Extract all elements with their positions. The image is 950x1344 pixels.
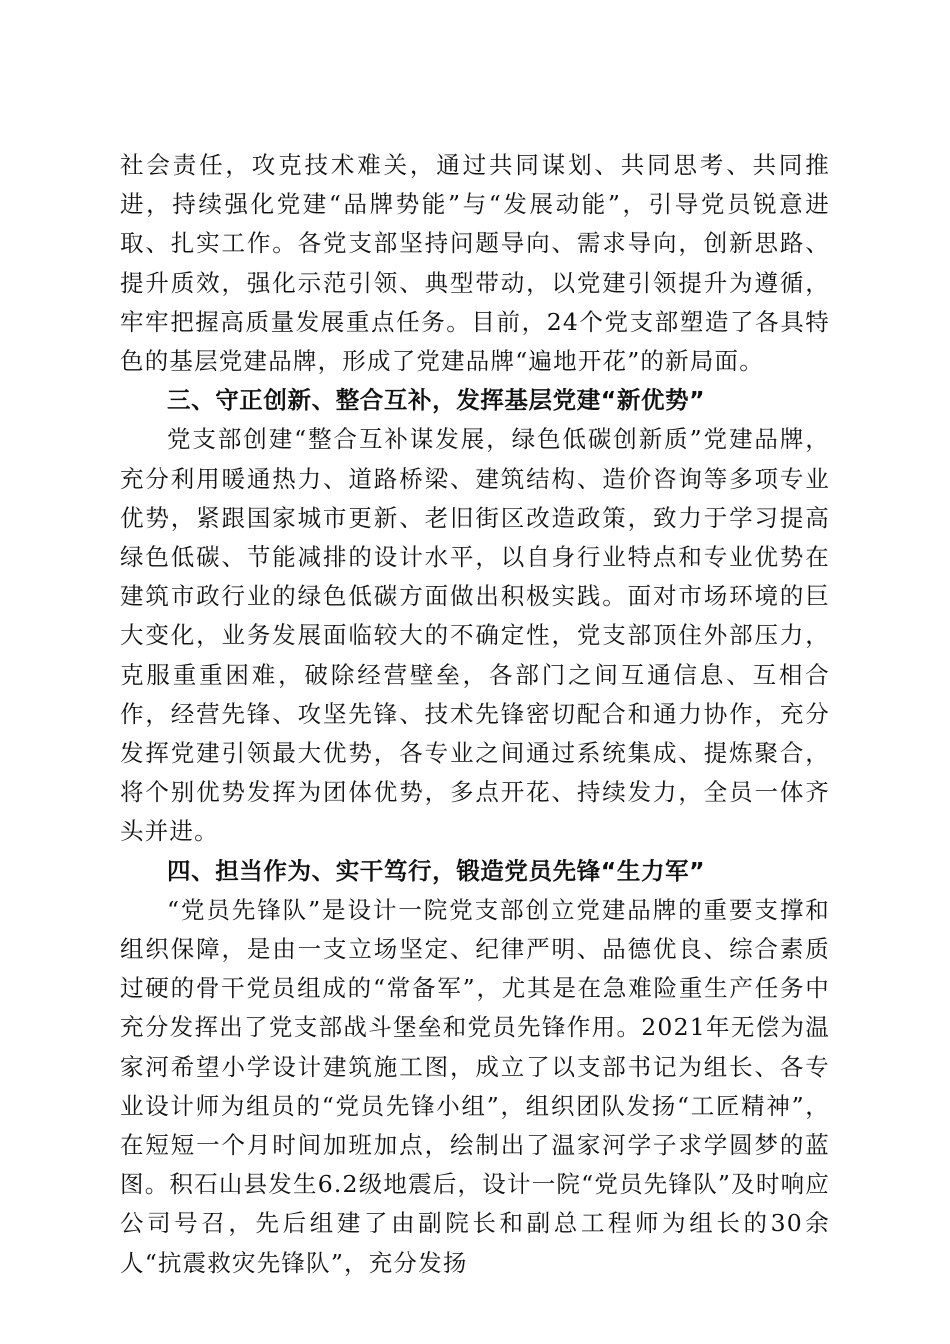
paragraph-body-1: 社会责任，攻克技术难关，通过共同谋划、共同思考、共同推进，持续强化党建“品牌势能”与“发展动能”，引导党员锐意进取、扎实工作。各党支部坚持问题导向、需求导向，创新思路、提升质效，强化示范引领、典型带动，以党建引领提升为遵循，牢牢把握高质量发展重点任务。目前，24个党支部塑造了各具特色的基层党建品牌，形成了党建品牌“遍地开花”的新局面。: [120, 151, 830, 376]
paragraph-body-3: “党员先锋队”是设计一院党支部创立党建品牌的重要支撑和组织保障，是由一支立场坚定、纪律严明、品德优良、综合素质过硬的骨干党员组成的“常备军”，尤其是在急难险重生产任务中充分发挥出了党支部战斗堡垒和党员先锋作用。2021年无偿为温家河希望小学设计建筑施工图，成立了以支部书记为组长、各专业设计师为组员的“党员先锋小组”，组织团队发扬“工匠精神”，在短短一个月时间加班加点，绘制出了温家河学子求学圆梦的蓝图。积石山县发生6.2级地震后，设计一院“党员先锋队”及时响应公司号召，先后组建了由副院长和副总工程师为组长的30余人“抗震救灾先锋队”，充分发扬: [120, 895, 830, 1277]
document-page: [120, 146, 830, 1283]
section-heading-3: 三、守正创新、整合互补，发挥基层党建“新优势”: [167, 386, 706, 415]
section-heading-4: 四、担当作为、实干笃行，锻造党员先锋“生力军”: [167, 856, 706, 885]
paragraph-body-2: 党支部创建“整合互补谋发展，绿色低碳创新质”党建品牌，充分利用暖通热力、道路桥梁、建筑结构、造价咨询等多项专业优势，紧跟国家城市更新、老旧街区改造政策，致力于学习提高绿色低碳、节能减排的设计水平，以自身行业特点和专业优势在建筑市政行业的绿色低碳方面做出积极实践。面对市场环境的巨大变化，业务发展面临较大的不确定性，党支部顶住外部压力，克服重重困难，破除经营壁垒，各部门之间互通信息、互相合作，经营先锋、攻坚先锋、技术先锋密切配合和通力协作，充分发挥党建引领最大优势，各专业之间通过系统集成、提炼聚合，将个别优势发挥为团体优势，多点开花、持续发力，全员一体齐头并进。: [120, 425, 830, 846]
